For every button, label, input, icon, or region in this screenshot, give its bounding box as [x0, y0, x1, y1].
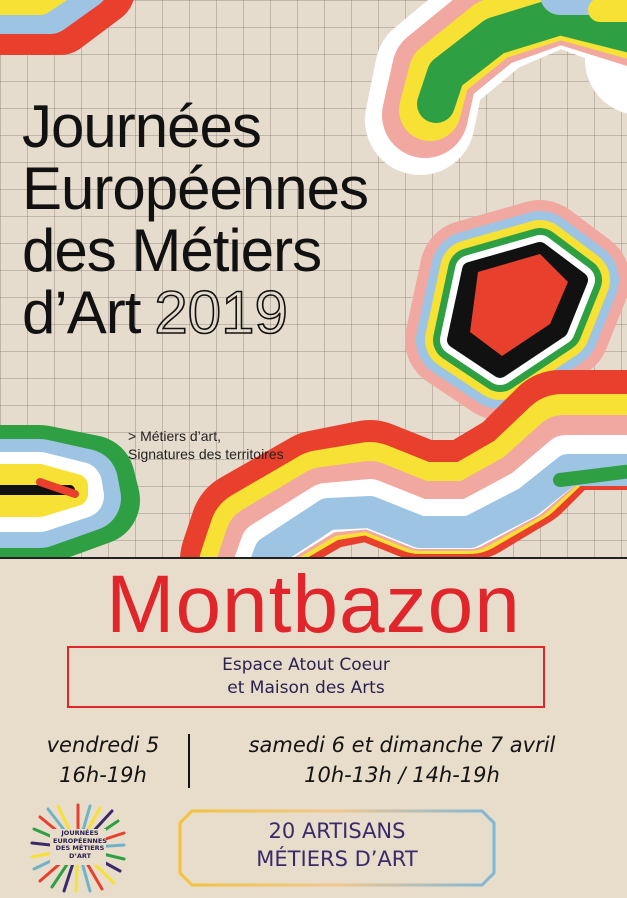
venue-line-1: Espace Atout Coeur — [222, 655, 390, 675]
dates-friday — [24, 730, 182, 790]
dates-weekend — [196, 730, 608, 790]
artisans-badge — [178, 809, 496, 887]
artisans-line-1: 20 ARTISANS — [268, 819, 406, 843]
stripe-blob-top-left — [0, 0, 100, 20]
logo-line-3: DES MÉTIERS — [55, 844, 105, 852]
weekend-hours: 10h-13h / 14h-19h — [304, 763, 500, 787]
stripe-blob-middle-right — [455, 250, 580, 370]
title-line-4-text: d’Art — [22, 279, 141, 346]
event-subtitle — [128, 427, 284, 463]
logo-line-1: JOURNÉES — [61, 829, 99, 837]
dates-separator — [188, 734, 190, 788]
stripe-blob-bottom-left — [0, 470, 95, 520]
title-line-1: Journées — [22, 93, 261, 160]
title-line-4 — [22, 279, 368, 346]
artisans-line-2: MÉTIERS D’ART — [256, 847, 418, 871]
venue-box — [67, 646, 545, 708]
friday-day: vendredi 5 — [46, 733, 160, 757]
stripe-blob-bottom-right — [240, 430, 627, 558]
city-name: Montbazon — [106, 559, 521, 650]
logo-line-2: EUROPÉENNES — [53, 836, 107, 845]
event-title — [22, 93, 368, 346]
title-year: 2019 — [154, 279, 288, 346]
logo-line-4: D’ART — [68, 851, 92, 860]
friday-hours: 16h-19h — [59, 763, 147, 787]
subtitle-line-2: Signatures des territoires — [128, 446, 284, 462]
weekend-days: samedi 6 et dimanche 7 avril — [248, 733, 556, 757]
subtitle-line-1: > Métiers d’art, — [128, 428, 221, 444]
event-dates — [0, 730, 627, 792]
logo-text — [52, 830, 108, 860]
title-line-3: des Métiers — [22, 217, 322, 284]
stripe-blob-top-right — [420, 0, 627, 120]
title-line-2: Européennes — [22, 155, 368, 222]
venue-line-2: et Maison des Arts — [227, 678, 385, 698]
